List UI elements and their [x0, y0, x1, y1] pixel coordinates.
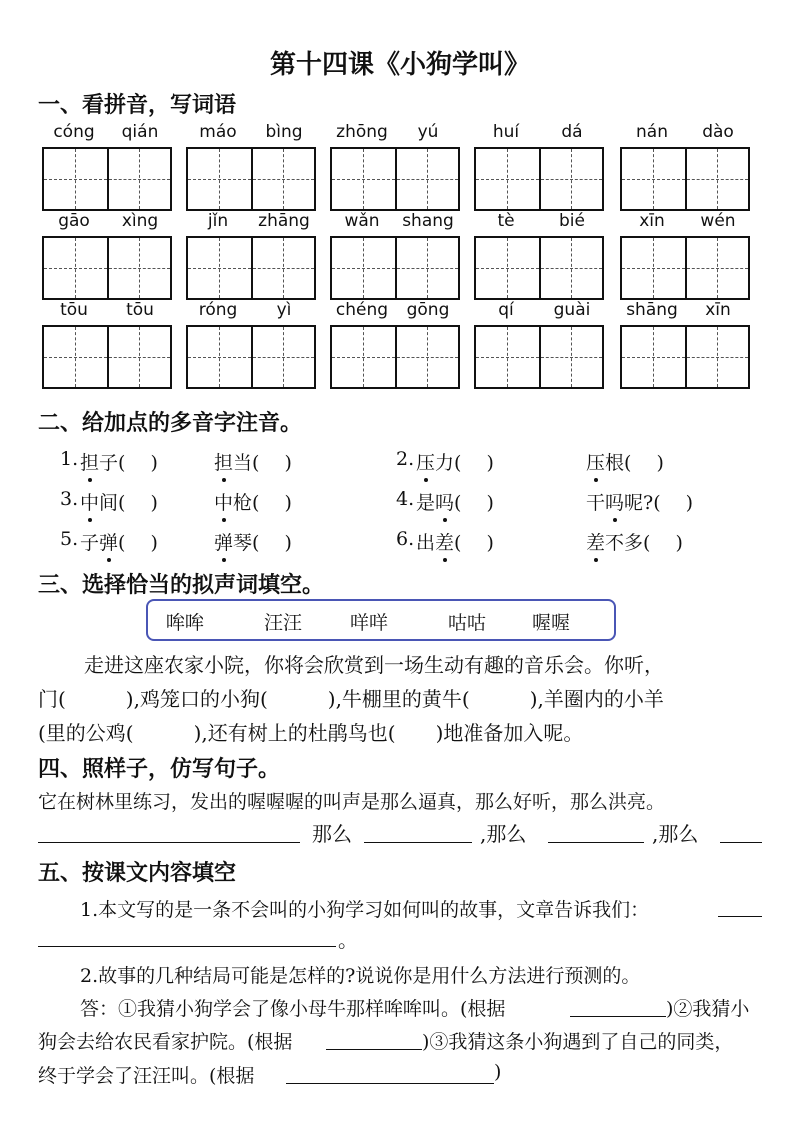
period: 。 — [338, 928, 358, 952]
passage-line: (里的公鸡( ),还有树上的杜鹃鸟也( )地准备加入呢。 — [38, 721, 584, 745]
writing-cell[interactable] — [622, 238, 685, 298]
word-part: 子 — [80, 532, 100, 554]
writing-grid[interactable] — [186, 325, 316, 389]
writing-cell[interactable] — [685, 238, 748, 298]
writing-grid[interactable] — [330, 325, 460, 389]
pinyin-label: zhāng — [258, 211, 310, 231]
pinyin-label: gāo — [58, 211, 90, 231]
dotted-character: 弹 — [214, 528, 233, 555]
pinyin-label: dào — [702, 122, 734, 142]
question-2: 2.故事的几种结局可能是怎样的?说说你是用什么方法进行预测的。 — [80, 965, 641, 987]
writing-grid[interactable] — [42, 236, 172, 300]
pinyin-label: xìng — [121, 211, 159, 231]
dotted-character: 吗 — [605, 488, 624, 515]
passage-line: 走进这座农家小院，你将会欣赏到一场生动有趣的音乐会。你听， — [84, 653, 664, 677]
writing-grid[interactable] — [186, 147, 316, 211]
writing-cell[interactable] — [44, 238, 107, 298]
item-number: 5. — [60, 528, 79, 550]
word-part: 力( ) — [435, 452, 494, 474]
word-part: 子( ) — [99, 452, 158, 474]
polyphone-word — [416, 528, 494, 555]
section1-heading: 一、看拼音，写词语 — [38, 92, 237, 118]
writing-cell[interactable] — [44, 327, 107, 387]
writing-grid[interactable] — [620, 147, 750, 211]
polyphone-word — [586, 528, 683, 555]
section3-heading: 三、选择恰当的拟声词填空。 — [38, 572, 325, 598]
polyphone-word — [214, 448, 292, 475]
pinyin-label: tè — [497, 211, 515, 231]
answer-blank[interactable] — [364, 842, 472, 843]
writing-cell[interactable] — [107, 149, 170, 209]
pinyin-label: qián — [121, 122, 159, 142]
writing-cell[interactable] — [476, 327, 539, 387]
pinyin-label: tōu — [126, 300, 154, 320]
pinyin-label: yú — [417, 122, 439, 142]
section2-heading: 二、给加点的多音字注音。 — [38, 410, 303, 436]
polyphone-word — [586, 488, 693, 515]
writing-grid[interactable] — [474, 236, 604, 300]
writing-cell[interactable] — [332, 238, 395, 298]
word-part: ( ) — [118, 532, 158, 554]
pinyin-label: qí — [498, 300, 514, 320]
pinyin-label: wǎn — [344, 211, 380, 231]
answer-text: 答：①我猜小狗学会了像小母牛那样哞哞叫。(根据 — [80, 998, 506, 1020]
dotted-character: 差 — [586, 528, 605, 555]
word-part: 根( ) — [605, 452, 664, 474]
pinyin-label: xīn — [705, 300, 731, 320]
writing-cell[interactable] — [539, 238, 602, 298]
blank-connector: 那么 — [312, 822, 352, 846]
writing-grid[interactable] — [42, 325, 172, 389]
writing-cell[interactable] — [332, 149, 395, 209]
item-number: 6. — [396, 528, 415, 550]
word-bank-item: 喔喔 — [532, 612, 571, 634]
pinyin-label: chéng — [335, 300, 389, 320]
dotted-character: 弹 — [99, 528, 118, 555]
writing-grid[interactable] — [474, 325, 604, 389]
writing-cell[interactable] — [251, 149, 314, 209]
writing-cell[interactable] — [539, 149, 602, 209]
word-part: ( ) — [454, 532, 494, 554]
answer-blank[interactable] — [286, 1083, 494, 1084]
item-number: 1. — [60, 448, 79, 470]
dotted-character: 吗 — [435, 488, 454, 515]
dotted-character: 中 — [80, 488, 99, 515]
pinyin-label: guài — [553, 300, 591, 320]
answer-text: )②我猜小 — [666, 998, 750, 1020]
word-part: 当( ) — [233, 452, 292, 474]
pinyin-label: bié — [559, 211, 585, 231]
answer-text: ) — [494, 1061, 502, 1083]
word-part: 呢?( ) — [624, 492, 694, 514]
polyphone-word — [214, 528, 292, 555]
polyphone-word — [586, 448, 664, 475]
writing-cell[interactable] — [251, 238, 314, 298]
word-bank-item: 汪汪 — [264, 612, 303, 634]
section5-heading: 五、按课文内容填空 — [38, 860, 237, 886]
word-bank-item: 咩咩 — [350, 612, 389, 634]
writing-cell[interactable] — [395, 149, 458, 209]
polyphone-word — [416, 448, 494, 475]
answer-blank[interactable] — [718, 916, 762, 917]
writing-cell[interactable] — [685, 149, 748, 209]
writing-cell[interactable] — [188, 149, 251, 209]
item-number: 2. — [396, 448, 415, 470]
answer-blank[interactable] — [326, 1049, 422, 1050]
writing-cell[interactable] — [476, 238, 539, 298]
writing-grid[interactable] — [330, 236, 460, 300]
passage-line: 门( ),鸡笼口的小狗( ),牛棚里的黄牛( ),羊圈内的小羊 — [38, 687, 664, 711]
blank-connector: ,那么 — [652, 822, 699, 846]
question-1: 1.本文写的是一条不会叫的小狗学习如何叫的故事，文章告诉我们： — [80, 899, 650, 921]
pinyin-label: wén — [700, 211, 736, 231]
writing-grid[interactable] — [186, 236, 316, 300]
writing-cell[interactable] — [107, 327, 170, 387]
writing-grid[interactable] — [620, 325, 750, 389]
writing-cell[interactable] — [107, 238, 170, 298]
writing-cell[interactable] — [476, 149, 539, 209]
word-bank-item: 哞哞 — [166, 612, 205, 634]
writing-grid[interactable] — [474, 147, 604, 211]
dotted-character: 担 — [80, 448, 99, 475]
pinyin-label: gōng — [406, 300, 450, 320]
writing-cell[interactable] — [188, 238, 251, 298]
polyphone-word — [214, 488, 292, 515]
answer-blank[interactable] — [570, 1016, 666, 1017]
dotted-character: 压 — [416, 448, 435, 475]
word-part: 干 — [586, 492, 606, 514]
writing-cell[interactable] — [251, 327, 314, 387]
word-part: 间( ) — [99, 492, 158, 514]
pinyin-label: cóng — [53, 122, 95, 142]
item-number: 3. — [60, 488, 79, 510]
item-number: 4. — [396, 488, 415, 510]
writing-cell[interactable] — [685, 327, 748, 387]
word-part: 枪( ) — [233, 492, 292, 514]
writing-cell[interactable] — [332, 327, 395, 387]
writing-cell[interactable] — [539, 327, 602, 387]
pinyin-label: bìng — [265, 122, 303, 142]
answer-blank[interactable] — [38, 842, 300, 843]
pinyin-label: jǐn — [207, 211, 229, 231]
writing-cell[interactable] — [622, 327, 685, 387]
answer-blank[interactable] — [38, 946, 336, 947]
dotted-character: 担 — [214, 448, 233, 475]
writing-grid[interactable] — [620, 236, 750, 300]
writing-grid[interactable] — [42, 147, 172, 211]
writing-cell[interactable] — [395, 238, 458, 298]
page-title: 第十四课《小狗学叫》 — [269, 50, 530, 80]
word-part: ( ) — [454, 492, 494, 514]
pinyin-label: máo — [199, 122, 237, 142]
word-part: 出 — [416, 532, 436, 554]
pinyin-label: róng — [198, 300, 238, 320]
pinyin-label: dá — [561, 122, 583, 142]
writing-grid[interactable] — [330, 147, 460, 211]
example-sentence: 它在树林里练习，发出的喔喔喔的叫声是那么逼真，那么好听，那么洪亮。 — [38, 791, 666, 813]
polyphone-word — [80, 528, 158, 555]
answer-blank[interactable] — [720, 842, 762, 843]
word-part: 不多( ) — [605, 532, 683, 554]
pinyin-label: shang — [402, 211, 454, 231]
pinyin-label: xīn — [639, 211, 665, 231]
polyphone-word — [80, 488, 158, 515]
answer-text: 狗会去给农民看家护院。(根据 — [38, 1031, 293, 1053]
blank-connector: ,那么 — [480, 822, 527, 846]
writing-cell[interactable] — [622, 149, 685, 209]
answer-blank[interactable] — [548, 842, 644, 843]
answer-text: 终于学会了汪汪叫。(根据 — [38, 1065, 255, 1087]
dotted-character: 差 — [435, 528, 454, 555]
dotted-character: 压 — [586, 448, 605, 475]
pinyin-label: huí — [492, 122, 520, 142]
pinyin-label: nán — [636, 122, 668, 142]
polyphone-word — [80, 448, 158, 475]
answer-text: )③我猜这条小狗遇到了自己的同类， — [422, 1031, 734, 1053]
word-part: 是 — [416, 492, 436, 514]
section4-heading: 四、照样子，仿写句子。 — [38, 756, 281, 782]
pinyin-label: zhōng — [336, 122, 388, 142]
polyphone-word — [416, 488, 494, 515]
pinyin-label: yì — [276, 300, 292, 320]
word-part: 琴( ) — [233, 532, 292, 554]
word-bank-item: 咕咕 — [448, 612, 487, 634]
writing-cell[interactable] — [44, 149, 107, 209]
writing-cell[interactable] — [395, 327, 458, 387]
dotted-character: 中 — [214, 488, 233, 515]
pinyin-label: tōu — [60, 300, 88, 320]
writing-cell[interactable] — [188, 327, 251, 387]
pinyin-label: shāng — [626, 300, 678, 320]
